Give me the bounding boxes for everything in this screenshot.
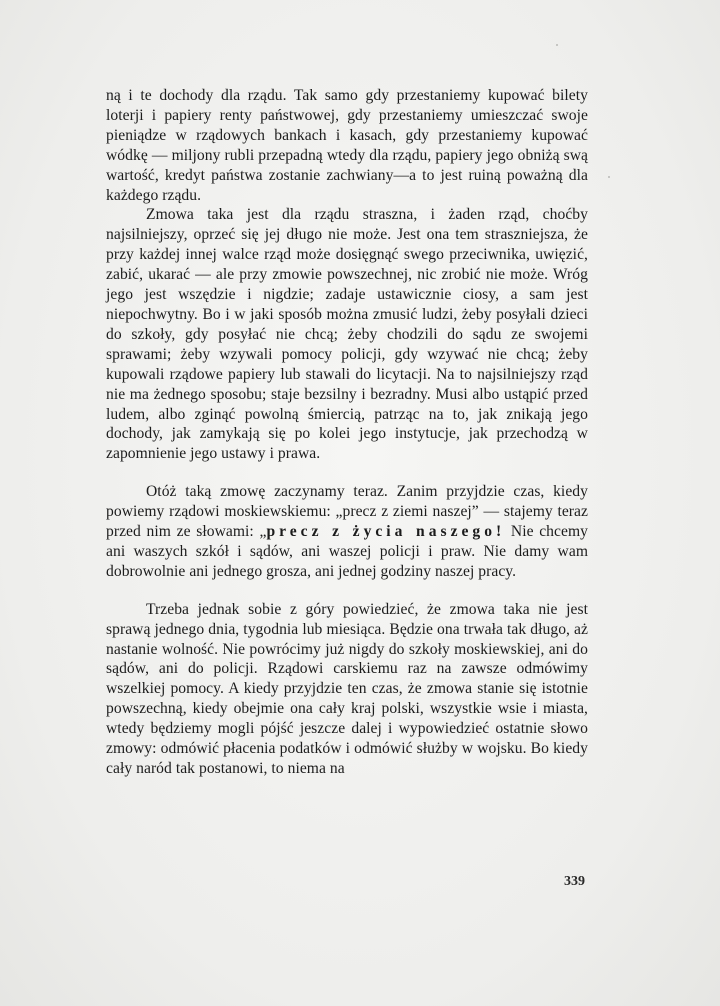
paragraph-3-text-after: Nie chcemy ani waszych szkół i sądów, ani waszej policji i praw. Nie damy wam dobrowolnie ani jednego grosza, ani jednej godziny naszej pracy. — [106, 523, 588, 580]
paragraph-3 — [106, 482, 588, 582]
spaced-emphasis: precz z życia naszego! — [266, 523, 506, 541]
paper-speck — [556, 44, 558, 46]
page-body — [106, 86, 588, 779]
page-number: 339 — [564, 874, 585, 889]
paragraph-3-text-before: Otóż taką zmowę zaczynamy teraz. Zanim przyjdzie czas, kiedy powiemy rządowi moskiewskiemu: „precz z ziemi naszej” — stajemy teraz przed nim ze słowami: „ — [106, 483, 588, 541]
paragraph-1: ną i te dochody dla rządu. Tak samo gdy przestaniemy kupować bilety loterji i papiery renty państwowej, gdy przestaniemy umieszczać swoje pieniądze w rządowych bankach i kasach, gdy przestaniemy kupować wódkę — miljony rubli przepadną wtedy dla rządu, papiery jego obniżą swą wartość, kredyt państwa zostanie zachwiany—a to jest ruiną poważną dla każdego rządu. — [106, 87, 588, 204]
paragraph-2: Zmowa taka jest dla rządu straszna, i żaden rząd, choćby najsilniejszy, oprzeć się jej długo nie może. Jest ona tem straszniejsza, że przy każdej innej walce rząd może dosięgnąć swego przeciwnika, uwięzić, zabić, ukarać — ale przy zmowie powszechnej, nic zrobić nie może. Wróg jego jest wszędzie i nigdzie; zadaje ustawicznie ciosy, a sam jest niepochwytny. Bo i w jaki sposób można zmusić ludzi, żeby posyłali dzieci do szkoły, gdy posyłać nie chcą; żeby chodzili do sądu ze swojemi sprawami; żeby wzywali pomocy policji, gdy wzywać nie chcą; żeby kupowali rządowe papiery lub stawali do licytacji. Na to najsilniejszy rząd nie ma żednego sposobu; staje bezsilny i bezradny. Musi albo ustąpić przed ludem, albo zginąć powolną śmiercią, patrząc na to, jak znikają jego dochody, jak zamykają się po kolei jego instytucje, jak przechodzą w zapomnienie jego ustawy i prawa. — [106, 206, 588, 463]
paragraph-4: Trzeba jednak sobie z góry powiedzieć, że zmowa taka nie jest sprawą jednego dnia, tygodnia lub miesiąca. Będzie ona trwała tak długo, aż nastanie wolność. Nie powrócimy już nigdy do szkoły moskiewskiej, ani do sądów, ani do policji. Rządowi carskiemu raz na zawsze odmówimy wszelkiej pomocy. A kiedy przyjdzie ten czas, że zmowa stanie się istotnie powszechną, kiedy obejmie ona cały kraj polski, wszystkie wsie i miasta, wtedy będziemy mogli pójść jeszcze dalej i wypowiedzieć ostatnie słowo zmowy: odmówić płacenia podatków i odmówić służby w wojsku. Bo kiedy cały naród tak postanowi, to niema na — [106, 600, 588, 777]
paper-speck — [608, 176, 610, 178]
